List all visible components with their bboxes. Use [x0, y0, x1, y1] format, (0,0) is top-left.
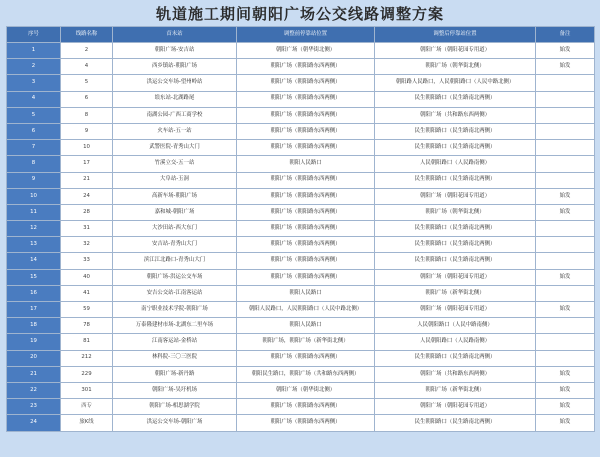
row-index: 11 [7, 204, 61, 220]
table-row [7, 350, 595, 366]
line-name: 212 [61, 350, 113, 366]
stop-before: 朝阳民生路口，朝阳广场（共和路东西两侧） [237, 366, 375, 382]
table-row [7, 43, 595, 59]
header-stop-before: 调整前停靠站位置 [237, 27, 375, 43]
stop-before: 朝阳广场，朝阳广场（新华街北侧） [237, 334, 375, 350]
stop-before: 朝阳广场（朝阳路东西两侧） [237, 237, 375, 253]
remarks [536, 91, 595, 107]
table-row [7, 302, 595, 318]
remarks [536, 172, 595, 188]
stop-before: 朝阳人民路口 [237, 156, 375, 172]
header-index: 序号 [7, 27, 61, 43]
table-row [7, 237, 595, 253]
line-name: 78 [61, 318, 113, 334]
stop-before: 朝阳广场（朝阳路东西两侧） [237, 59, 375, 75]
row-index: 7 [7, 140, 61, 156]
row-index: 4 [7, 91, 61, 107]
row-index: 9 [7, 172, 61, 188]
line-name: 32 [61, 237, 113, 253]
line-name: 9 [61, 123, 113, 139]
header-stop-after: 调整后停靠站位置 [375, 27, 536, 43]
terminals: 朝阳广场-洪运公交车场 [113, 269, 237, 285]
line-name: 81 [61, 334, 113, 350]
remarks: 始发 [536, 59, 595, 75]
table-row [7, 140, 595, 156]
row-index: 20 [7, 350, 61, 366]
table-row [7, 382, 595, 398]
terminals: 朝阳广场-新丹路 [113, 366, 237, 382]
table-row [7, 172, 595, 188]
stop-before: 朝阳广场（朝阳路东西两侧） [237, 350, 375, 366]
line-name: 西专 [61, 399, 113, 415]
table-row [7, 269, 595, 285]
remarks: 始发 [536, 399, 595, 415]
stop-after: 朝阳路人民路口，人民朝阳路口（人民中路北侧） [375, 75, 536, 91]
stop-before: 朝阳广场（朝阳路东西两侧） [237, 172, 375, 188]
remarks [536, 140, 595, 156]
terminals: 南宁职业技术学院-朝阳广场 [113, 302, 237, 318]
stop-before: 朝阳人民路口，人民朝阳路口（人民中路北侧） [237, 302, 375, 318]
stop-after: 民生朝阳路口（民生路南北两侧） [375, 91, 536, 107]
stop-before: 朝阳广场（朝阳路东西两侧） [237, 399, 375, 415]
stop-after: 人民朝阳路口（人民路南侧） [375, 334, 536, 350]
terminals: 朝阳广场-吴圩机场 [113, 382, 237, 398]
stop-before: 朝阳广场（朝阳路东西两侧） [237, 253, 375, 269]
remarks [536, 318, 595, 334]
table-row [7, 91, 595, 107]
terminals: 火车站-五一站 [113, 123, 237, 139]
line-name: 229 [61, 366, 113, 382]
terminals: 武警医院-青秀山大门 [113, 140, 237, 156]
row-index: 23 [7, 399, 61, 415]
stop-after: 民生朝阳路口（民生路南北两侧） [375, 237, 536, 253]
row-index: 18 [7, 318, 61, 334]
route-adjustment-table [6, 26, 595, 432]
remarks: 始发 [536, 188, 595, 204]
stop-after: 民生朝阳路口（民生路南北两侧） [375, 253, 536, 269]
row-index: 17 [7, 302, 61, 318]
table-row [7, 334, 595, 350]
remarks: 始发 [536, 302, 595, 318]
table-row [7, 75, 595, 91]
terminals: 大阜站-玉洞 [113, 172, 237, 188]
table-row [7, 415, 595, 431]
stop-after: 朝阳广场（朝阳花园专用道） [375, 269, 536, 285]
table-header-row [7, 27, 595, 43]
row-index: 10 [7, 188, 61, 204]
header-remarks: 备注 [536, 27, 595, 43]
stop-before: 朝阳广场（朝华街北侧） [237, 43, 375, 59]
terminals: 嘉和城-朝阳广场 [113, 204, 237, 220]
terminals: 安吉站-青秀山大门 [113, 237, 237, 253]
stop-before: 朝阳广场（朝阳路东西两侧） [237, 415, 375, 431]
terminals: 江南客运站-金桥站 [113, 334, 237, 350]
page-title: 轨道施工期间朝阳广场公交线路调整方案 [155, 5, 444, 23]
stop-before: 朝阳广场（朝阳路东西两侧） [237, 107, 375, 123]
remarks: 始发 [536, 43, 595, 59]
stop-after: 民生朝阳路口（民生路南北两侧） [375, 172, 536, 188]
line-name: 31 [61, 221, 113, 237]
line-name: 301 [61, 382, 113, 398]
table-row [7, 59, 595, 75]
row-index: 13 [7, 237, 61, 253]
row-index: 14 [7, 253, 61, 269]
stop-after: 朝阳广场（朝华街北侧） [375, 204, 536, 220]
stop-after: 民生朝阳路口（民生路南北两侧） [375, 415, 536, 431]
stop-after: 人民朝阳路口（人民路南侧） [375, 156, 536, 172]
stop-before: 朝阳广场（朝阳路东西两侧） [237, 140, 375, 156]
stop-after: 朝阳广场（朝阳花园专用道） [375, 302, 536, 318]
terminals: 西乡镇站-朝阳广场 [113, 59, 237, 75]
stop-before: 朝阳广场（朝阳路东西两侧） [237, 269, 375, 285]
row-index: 21 [7, 366, 61, 382]
remarks: 始发 [536, 415, 595, 431]
line-name: 41 [61, 285, 113, 301]
terminals: 南湖公园-广西工商学校 [113, 107, 237, 123]
remarks [536, 107, 595, 123]
terminals: 林科院-三〇三医院 [113, 350, 237, 366]
stop-before: 朝阳广场（朝阳路东西两侧） [237, 91, 375, 107]
remarks: 始发 [536, 269, 595, 285]
line-name: 33 [61, 253, 113, 269]
table-row [7, 107, 595, 123]
remarks [536, 75, 595, 91]
row-index: 19 [7, 334, 61, 350]
table-row [7, 156, 595, 172]
row-index: 15 [7, 269, 61, 285]
remarks: 始发 [536, 382, 595, 398]
stop-before: 朝阳广场（朝阳路东西两侧） [237, 204, 375, 220]
row-index: 6 [7, 123, 61, 139]
stop-after: 民生朝阳路口（民生路南北两侧） [375, 140, 536, 156]
line-name: 28 [61, 204, 113, 220]
stop-after: 朝阳广场（朝阳花园专用道） [375, 188, 536, 204]
table-row [7, 318, 595, 334]
stop-after: 朝阳广场（共和路东西两侧） [375, 366, 536, 382]
line-name: 8 [61, 107, 113, 123]
row-index: 22 [7, 382, 61, 398]
stop-after: 朝阳广场（新华街北侧） [375, 285, 536, 301]
table-row [7, 366, 595, 382]
terminals: 朝阳广场-安吉站 [113, 43, 237, 59]
line-name: 59 [61, 302, 113, 318]
terminals: 洪运公交车场-望州岭站 [113, 75, 237, 91]
line-name: 24 [61, 188, 113, 204]
header-line-name: 线路名称 [61, 27, 113, 43]
terminals: 安吉公交站-江南客运站 [113, 285, 237, 301]
stop-before: 朝阳广场（朝阳路东西两侧） [237, 123, 375, 139]
remarks [536, 350, 595, 366]
stop-after: 人民朝阳路口（人民中路南侧） [375, 318, 536, 334]
stop-before: 朝阳广场（朝阳路东西两侧） [237, 75, 375, 91]
stop-after: 民生朝阳路口（民生路南北两侧） [375, 350, 536, 366]
line-name: 5 [61, 75, 113, 91]
remarks [536, 253, 595, 269]
stop-after: 民生朝阳路口（民生路南北两侧） [375, 221, 536, 237]
terminals: 万泰隆建材市场-北湖东二里车场 [113, 318, 237, 334]
line-name: 21 [61, 172, 113, 188]
stop-after: 朝阳广场（朝阳花园专用道） [375, 399, 536, 415]
stop-before: 朝阳人民路口 [237, 318, 375, 334]
row-index: 2 [7, 59, 61, 75]
line-name: 40 [61, 269, 113, 285]
stop-before: 朝阳广场（朝阳路东西两侧） [237, 188, 375, 204]
line-name: 2 [61, 43, 113, 59]
line-name: 10 [61, 140, 113, 156]
remarks [536, 221, 595, 237]
stop-after: 朝阳广场（朝阳花园专用道） [375, 43, 536, 59]
row-index: 1 [7, 43, 61, 59]
terminals: 竹溪立交-五一站 [113, 156, 237, 172]
table-row [7, 285, 595, 301]
stop-after: 民生朝阳路口（民生路南北两侧） [375, 123, 536, 139]
table-row [7, 188, 595, 204]
remarks [536, 237, 595, 253]
stop-before: 朝阳广场（朝华街北侧） [237, 382, 375, 398]
stop-after: 朝阳广场（新华街北侧） [375, 382, 536, 398]
row-index: 12 [7, 221, 61, 237]
terminals: 朝阳广场-相思湖学院 [113, 399, 237, 415]
terminals: 大沙田站-西大东门 [113, 221, 237, 237]
table-row [7, 221, 595, 237]
stop-before: 朝阳人民路口 [237, 285, 375, 301]
row-index: 5 [7, 107, 61, 123]
line-name: 旅K线 [61, 415, 113, 431]
row-index: 8 [7, 156, 61, 172]
terminals: 高新车场-朝阳广场 [113, 188, 237, 204]
remarks [536, 285, 595, 301]
stop-after: 朝阳广场（共和路东西两侧） [375, 107, 536, 123]
remarks: 始发 [536, 204, 595, 220]
stop-before: 朝阳广场（朝阳路东西两侧） [237, 221, 375, 237]
header-terminals: 首末站 [113, 27, 237, 43]
table-row [7, 399, 595, 415]
remarks: 始发 [536, 366, 595, 382]
table-row [7, 253, 595, 269]
line-name: 17 [61, 156, 113, 172]
table-row [7, 123, 595, 139]
table-row [7, 204, 595, 220]
terminals: 滨江江北路口-青秀山大门 [113, 253, 237, 269]
remarks [536, 156, 595, 172]
terminals: 洪运公交车场-朝阳广场 [113, 415, 237, 431]
terminals: 埌东站-北湖路尾 [113, 91, 237, 107]
row-index: 16 [7, 285, 61, 301]
remarks [536, 334, 595, 350]
line-name: 4 [61, 59, 113, 75]
remarks [536, 123, 595, 139]
line-name: 6 [61, 91, 113, 107]
stop-after: 朝阳广场（朝华街北侧） [375, 59, 536, 75]
row-index: 24 [7, 415, 61, 431]
row-index: 3 [7, 75, 61, 91]
